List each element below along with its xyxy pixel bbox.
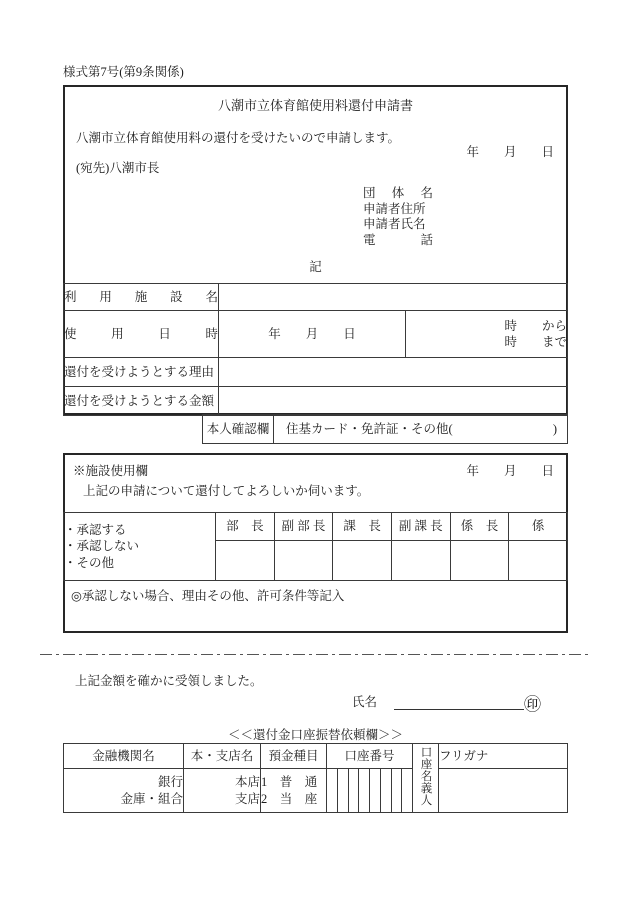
bank-header-account-holder-cell [413,744,439,813]
use-time-cell [406,311,568,358]
office-use-box [63,453,568,633]
bank-transfer-table [63,743,568,813]
bank-header-account-type: 預金種目 [261,744,327,769]
identity-check-label: 本人確認欄 [203,415,274,444]
approval-col-staff: 係 [509,513,568,541]
office-section-label: ※施設使用欄 [73,464,149,478]
approval-stamp-cell [450,541,509,581]
approval-col-deputy-director: 副 部 長 [274,513,333,541]
decision-approve: ・承認する [64,523,127,538]
account-number-digit-cell [380,769,391,813]
approval-col-director: 部 長 [216,513,275,541]
use-datetime-label-cell [64,311,219,358]
bank-header-account-holder: 口座名義人 [419,745,432,806]
account-number-digit-cell [359,769,370,813]
time-from-label: 時 から [504,318,567,333]
refund-amount-label: 還付を受けようとする金額 [64,387,219,416]
approval-stamp-cell [509,541,568,581]
group-name-label: 団体名 [363,186,433,200]
rejection-note: ◎承認しない場合、理由その他、許可条件等記入 [71,589,345,603]
bank-header-account-number: 口座番号 [327,744,413,769]
time-to-label: 時 まで [504,335,567,349]
branch-option-branch-office: 支店 [234,791,260,806]
identity-check-options-cell [274,415,568,444]
account-number-digit-cell [348,769,359,813]
office-inquiry-text: 上記の申請について還付してよろしいか伺います。 [83,484,370,498]
furigana-blank-cell [439,769,568,813]
facility-name-label-cell [64,284,219,311]
facility-name-blank-cell [219,284,568,311]
approval-col-section-chief: 課 長 [333,513,392,541]
branch-option-head-office: 本店 [234,775,260,790]
bank-section-title: ＜＜還付金口座振替依頼欄＞＞ [227,728,403,742]
account-type-options-cell [261,769,327,813]
recipient-line: (宛先)八潮市長 [76,161,160,175]
account-type-current: 2 当 座 [261,791,318,806]
seal-mark: ㊞ [524,695,541,714]
institution-option-credit-union: 金庫・組合 [120,791,183,806]
approval-col-subsection-chief: 係 長 [450,513,509,541]
phone-label: 電話 [363,233,433,248]
approval-table [63,512,568,581]
refund-reason-blank-cell [219,358,568,387]
account-number-digit-cell [327,769,338,813]
account-type-ordinary: 1 普 通 [261,775,318,790]
account-number-digit-cell [391,769,402,813]
identity-check-table [202,414,568,444]
applicant-field-labels [363,183,433,246]
office-date-placeholder: 年 月 日 [466,464,554,478]
application-date-placeholder: 年 月 日 [466,145,554,159]
decision-other: ・その他 [64,555,115,570]
decision-reject: ・承認しない [64,539,140,554]
institution-option-bank: 銀行 [157,775,183,790]
account-number-digit-cell [337,769,348,813]
identity-check-options: 住基カード・免許証・その他( [286,421,453,436]
bank-header-institution: 金融機関名 [64,744,184,769]
receipt-statement: 上記金額を確かに受領しました。 [75,674,263,688]
identity-check-close-paren: ) [552,421,557,436]
refund-amount-blank-cell [219,387,568,416]
name-signature-line [394,696,524,710]
applicant-address-label: 申請者住所 [363,201,426,216]
record-mark: 記 [309,260,322,274]
form-number: 様式第7号(第9条関係) [63,65,184,79]
refund-reason-label: 還付を受けようとする理由 [64,358,219,387]
facility-name-label: 利用施設名 [64,289,218,304]
approval-col-deputy-section-chief: 副 課 長 [391,513,450,541]
approval-stamp-cell [216,541,275,581]
use-datetime-label: 使用日時 [64,326,218,341]
institution-options-cell [64,769,184,813]
bank-header-branch: 本・支店名 [184,744,261,769]
applicant-name-label: 申請者氏名 [363,217,426,232]
approval-stamp-cell [391,541,450,581]
application-statement: 八潮市立体育館使用料の還付を受けたいので申請します。 [76,131,401,145]
account-number-digit-cell [402,769,413,813]
use-date-cell: 年 月 日 [219,311,406,358]
decision-options-cell [64,513,216,581]
branch-options-cell [184,769,261,813]
approval-stamp-cell [333,541,392,581]
application-detail-table [63,283,568,416]
approval-stamp-cell [274,541,333,581]
application-box [63,85,568,415]
cut-line [40,654,592,655]
account-number-digit-cell [370,769,381,813]
name-label: 氏名 [352,695,378,709]
document-title: 八潮市立体育館使用料還付申請書 [217,98,413,113]
bank-header-furigana: フリガナ [439,744,568,769]
